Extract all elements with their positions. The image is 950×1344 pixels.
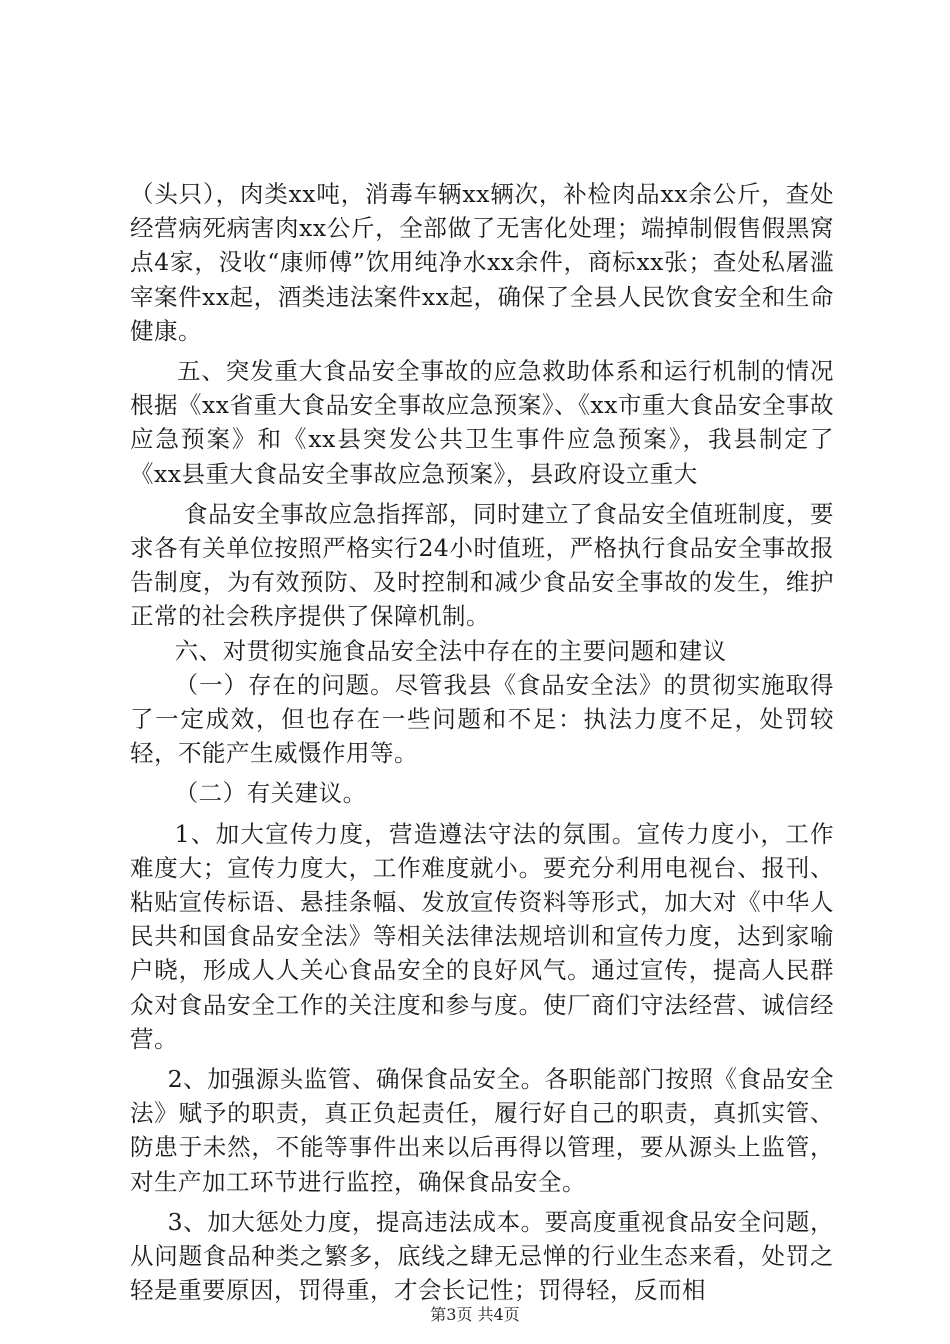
page-number-footer: 第3页 共4页 <box>430 1305 520 1324</box>
paragraph-section-six-heading: 六、对贯彻实施食品安全法中存在的主要问题和建议 <box>174 636 727 665</box>
paragraph-suggestion-3: 3、加大惩处力度，提高违法成本。要高度重视食品安全问题，从问题食品种类之繁多，底线之肆无忌惮的行业生态来看，处罚之轻是重要原因，罚得重，才会长记性；罚得轻，反而相 <box>130 1207 834 1305</box>
paragraph-command-center: 食品安全事故应急指挥部，同时建立了食品安全值班制度，要求各有关单位按照严格实行24小时值班，严格执行食品安全事故报告制度，为有效预防、及时控制和减少食品安全事故的发生，维护正常的社会秩序提供了保障机制。 <box>130 499 834 631</box>
paragraph-suggestions-heading: （二）有关建议。 <box>174 779 367 808</box>
paragraph-continued: （头只），肉类xx吨，消毒车辆xx辆次，补检肉品xx余公斤，查处经营病死病害肉xx公斤，全部做了无害化处理；端掉制假售假黑窝点4家，没收“康师傅”饮用纯净水xx余件，商标xx张；查处私屠滥宰案件xx起，酒类违法案件xx起，确保了全县人民饮食安全和生命健康。 <box>130 180 834 345</box>
paragraph-suggestion-1: 1、加大宣传力度，营造遵法守法的氛围。宣传力度小，工作难度大；宣传力度大，工作难度就小。要充分利用电视台、报刊、粘贴宣传标语、悬挂条幅、发放宣传资料等形式，加大对《中华人民共和国食品安全法》等相关法律法规培训和宣传力度，达到家喻户晓，形成人人关心食品安全的良好风气。通过宣传，提高人民群众对食品安全工作的关注度和参与度。使厂商们守法经营、诚信经营。 <box>130 819 834 1053</box>
paragraph-section-five: 五、突发重大食品安全事故的应急救助体系和运行机制的情况根据《xx省重大食品安全事故应急预案》、《xx市重大食品安全事故应急预案》和《xx县突发公共卫生事件应急预案》，我县制定了《xx县重大食品安全事故应急预案》，县政府设立重大 <box>130 357 834 488</box>
paragraph-suggestion-2: 2、加强源头监管、确保食品安全。各职能部门按照《食品安全法》赋予的职责，真正负起责任，履行好自己的职责，真抓实管、防患于未然，不能等事件出来以后再得以管理，要从源头上监管，对生产加工环节进行监控，确保食品安全。 <box>130 1065 834 1196</box>
document-body <box>130 177 834 1308</box>
paragraph-existing-problems: （一）存在的问题。尽管我县《食品安全法》的贯彻实施取得了一定成效，但也存在一些问题和不足：执法力度不足，处罚较轻，不能产生威慑作用等。 <box>130 670 834 768</box>
